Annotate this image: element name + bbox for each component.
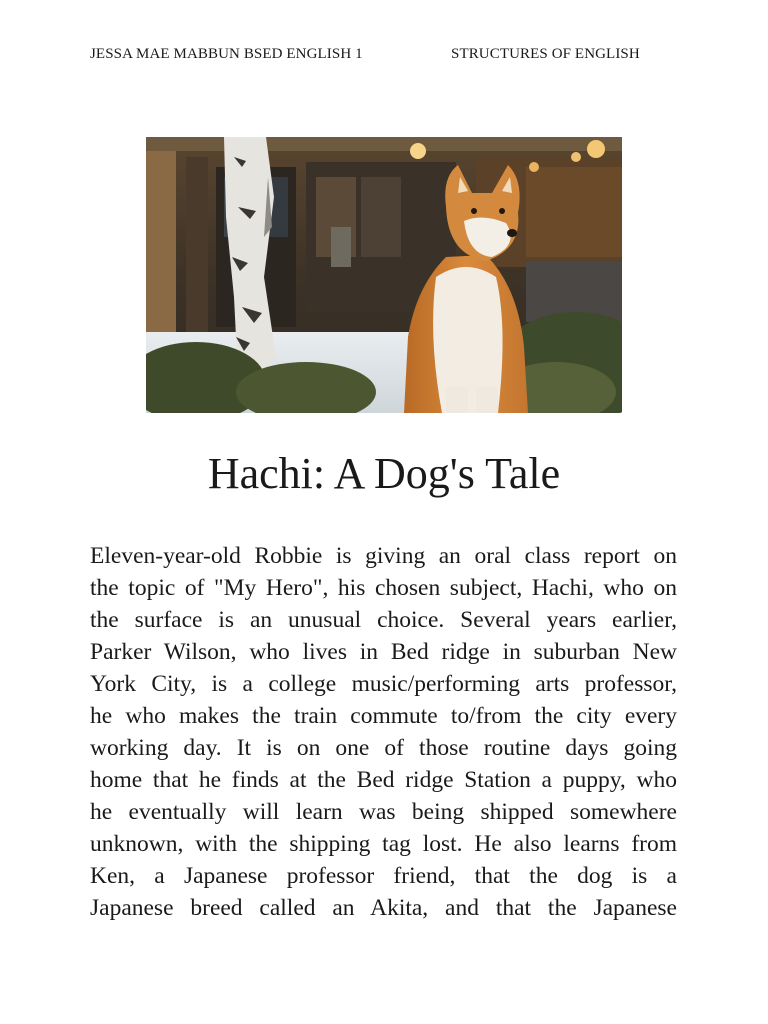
page-title: Hachi: A Dog's Tale (207, 449, 561, 498)
paragraph-line: he who makes the train commute to/from the city every (90, 703, 677, 729)
story-paragraph (90, 540, 677, 924)
page-header (90, 46, 680, 66)
paragraph-line: unknown, with the shipping tag lost. He also learns from (90, 831, 677, 857)
paragraph-line: Ken, a Japanese professor friend, that the dog is a (90, 863, 677, 889)
author-course-label: JESSA MAE MABBUN BSED ENGLISH 1 (90, 46, 363, 62)
paragraph-line: the surface is an unusual choice. Several years earlier, (90, 607, 677, 633)
paragraph-line: Parker Wilson, who lives in Bed ridge in suburban New (90, 639, 677, 665)
paragraph-line: the topic of "My Hero", his chosen subject, Hachi, who on (90, 575, 677, 601)
paragraph-line: Japanese breed called an Akita, and that the Japanese (90, 895, 677, 921)
paragraph-line: he eventually will learn was being shipped somewhere (90, 799, 677, 825)
paragraph-line: Eleven-year-old Robbie is giving an oral class report on (90, 543, 677, 569)
akita-dog-photo (146, 137, 622, 413)
paragraph-line: home that he finds at the Bed ridge Station a puppy, who (90, 767, 677, 793)
paragraph-line: York City, is a college music/performing arts professor, (90, 671, 677, 697)
paragraph-line: working day. It is on one of those routine days going (90, 735, 677, 761)
subject-label: STRUCTURES OF ENGLISH (451, 46, 640, 62)
